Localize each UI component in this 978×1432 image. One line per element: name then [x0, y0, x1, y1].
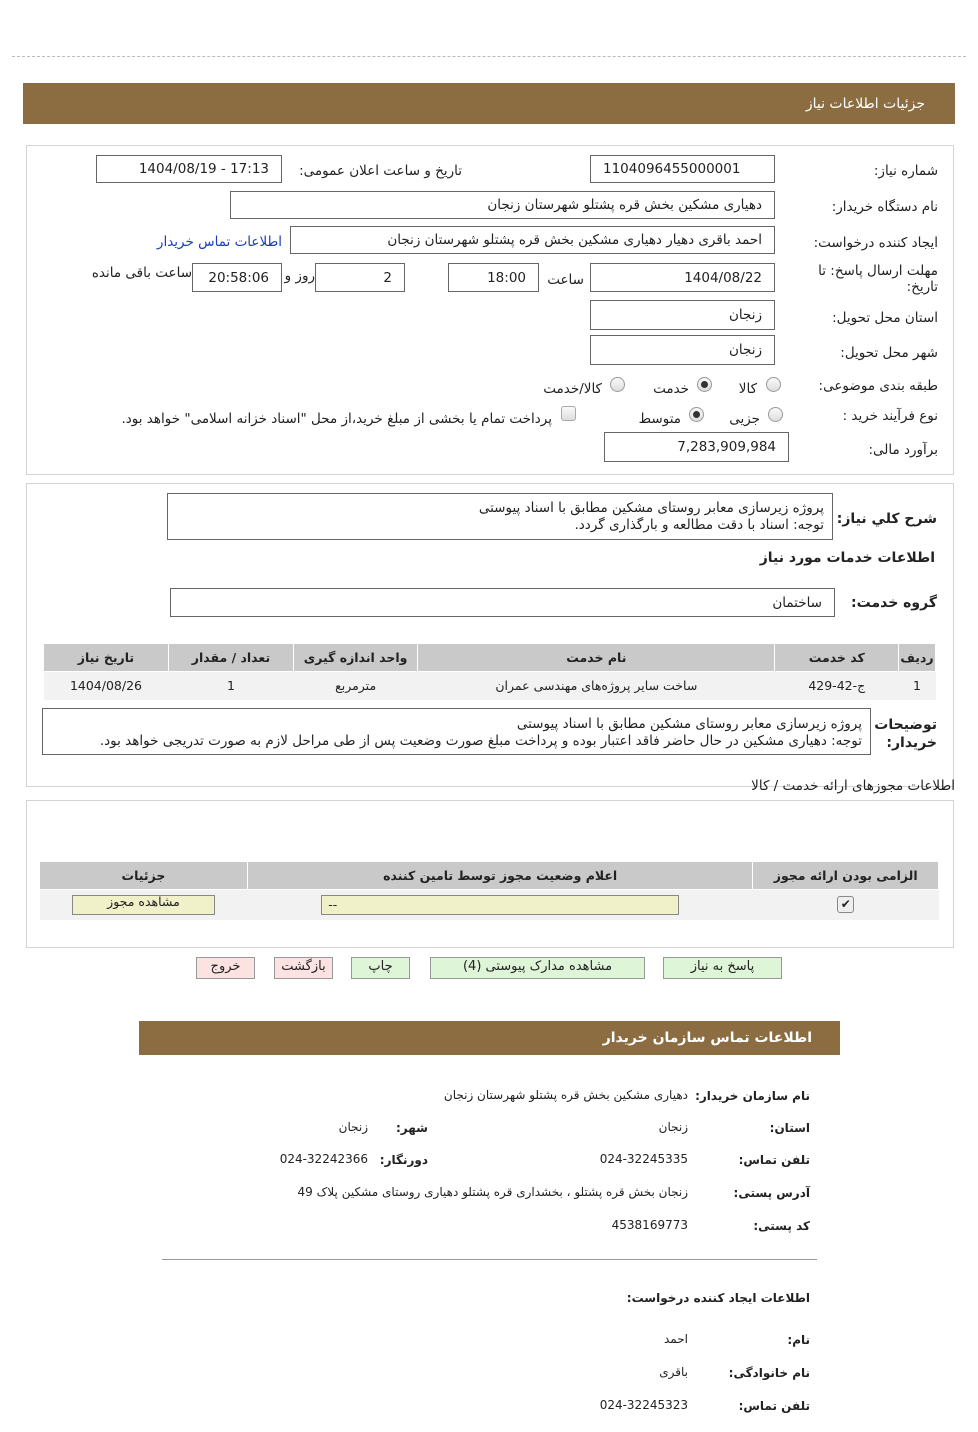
view-attachments-button[interactable]: مشاهده مدارک پیوستی (4)	[430, 957, 645, 979]
row-number: 1	[899, 672, 936, 700]
contact-header	[139, 1021, 840, 1055]
buyer-contact-link[interactable]: اطلاعات تماس خریدار	[156, 234, 282, 250]
category-goods-label: کالا	[738, 381, 757, 397]
permit-status-field: --	[321, 895, 679, 915]
org-label: نام سازمان خریدار:	[695, 1089, 810, 1103]
process-medium-label: متوسط	[638, 411, 681, 427]
back-button[interactable]: بازگشت	[274, 957, 333, 979]
table-row	[40, 890, 939, 920]
col-permit-required: الزامی بودن ارائه مجوز	[753, 862, 939, 890]
buyer-notes-label-line2: خریدار:	[886, 735, 937, 751]
buyer-notes-line2: توجه: دهیاری مشکین در حال حاضر فاقد اعتبار بوده و پرداخت مبلغ صورت وضعیت پس از طی مراحل لازم به صورت تدریجی خواهد بود.	[99, 733, 862, 749]
need-number-field: 1104096455000001	[590, 155, 775, 183]
services-table	[43, 643, 936, 700]
deadline-date-field: 1404/08/22	[590, 263, 775, 292]
contact-fax-label: دورنگار:	[379, 1153, 428, 1167]
announce-label: تاریخ و ساعت اعلان عمومی:	[299, 163, 462, 179]
process-radio-minor[interactable]	[768, 407, 783, 422]
buyer-field: دهیاری مشکین بخش قره پشتلو شهرستان زنجان	[230, 191, 775, 219]
treasury-checkbox[interactable]	[561, 406, 576, 421]
payment-note: پرداخت تمام یا بخشی از مبلغ خرید،از محل "اسناد خزانه اسلامی" خواهد بود.	[121, 411, 552, 427]
creator-section-title: اطلاعات ایجاد کننده درخواست:	[626, 1291, 810, 1305]
row-date: 1404/08/26	[44, 672, 169, 700]
service-group-label: گروه خدمت:	[851, 595, 937, 611]
contact-province-label: استان:	[769, 1121, 810, 1135]
buyer-notes-label-line1: توضیحات	[874, 717, 937, 733]
creator-family-label: نام خانوادگی:	[728, 1366, 810, 1380]
postal-code-value: 4538169773	[611, 1218, 688, 1232]
remaining-label: ساعت باقی مانده	[91, 265, 192, 281]
row-unit: مترمربع	[294, 672, 418, 700]
page-header	[23, 83, 955, 124]
col-unit: واحد اندازه گیری	[294, 644, 418, 672]
estimate-label: برآورد مالی:	[868, 442, 938, 458]
creator-phone-label: تلفن تماس:	[738, 1399, 810, 1413]
col-date: تاریخ نیاز	[44, 644, 169, 672]
top-divider	[12, 56, 966, 57]
print-button[interactable]: چاپ	[351, 957, 410, 979]
creator-label: ایجاد کننده درخواست:	[813, 235, 938, 251]
province-field: زنجان	[590, 300, 775, 330]
permit-required-checkbox: ✔	[837, 896, 854, 913]
row-code: ج-42-429	[775, 672, 899, 700]
services-section-title: اطلاعات خدمات مورد نیاز	[759, 550, 935, 566]
creator-phone-value: 024-32245323	[599, 1398, 688, 1412]
contact-title: اطلاعات تماس سازمان خریدار	[602, 1030, 812, 1046]
days-field: 2	[315, 263, 405, 292]
permit-details-cell	[40, 890, 248, 920]
announce-field: 1404/08/19 - 17:13	[96, 155, 282, 183]
services-table-header	[44, 644, 936, 672]
permits-table	[39, 861, 939, 920]
permits-title: اطلاعات مجوزهای ارائه خدمت / کالا	[751, 778, 955, 794]
col-name: نام خدمت	[418, 644, 775, 672]
days-label: روز و	[284, 268, 315, 284]
contact-phone-label: تلفن تماس:	[738, 1153, 810, 1167]
reply-button[interactable]: پاسخ به نیاز	[663, 957, 782, 979]
permits-table-header	[40, 862, 939, 890]
city-label: شهر محل تحویل:	[840, 345, 938, 361]
creator-field: احمد باقری دهیار دهیاری مشکین بخش قره پشتلو شهرستان زنجان	[290, 226, 775, 254]
category-label: طبقه بندی موضوعی:	[818, 378, 938, 394]
city-field: زنجان	[590, 335, 775, 365]
category-service-label: خدمت	[653, 381, 689, 397]
estimate-field: 7,283,909,984	[604, 432, 789, 462]
address-value: زنجان بخش قره پشتلو ، بخشداری قره پشتلو دهیاری روستای مشکین پلاک 49	[297, 1185, 688, 1199]
buyer-notes-label	[874, 716, 937, 752]
description-line1: پروژه زیرسازی معابر روستای مشکین مطابق با اسناد پیوستی	[478, 500, 824, 516]
col-permit-status: اعلام وضعیت مجوز توسط تامین کننده	[247, 862, 753, 890]
deadline-time-label: ساعت	[547, 272, 584, 288]
creator-family-value: باقری	[659, 1365, 688, 1379]
postal-code-label: کد پستی:	[753, 1219, 810, 1233]
contact-phone-value: 024-32245335	[599, 1152, 688, 1166]
row-name: ساخت سایر پروژه‌های مهندسی عمران	[418, 672, 775, 700]
creator-name-value: احمد	[664, 1332, 688, 1346]
contact-city-value: زنجان	[338, 1120, 368, 1134]
row-qty: 1	[168, 672, 293, 700]
contact-fax-value: 024-32242366	[279, 1152, 368, 1166]
buyer-label: نام دستگاه خریدار:	[831, 199, 938, 215]
view-permit-button[interactable]: مشاهده مجوز	[72, 895, 215, 915]
col-permit-details: جزئیات	[40, 862, 248, 890]
service-group-field: ساختمان	[170, 588, 835, 617]
deadline-time-field: 18:00	[448, 263, 539, 292]
category-radio-goods-service[interactable]	[610, 377, 625, 392]
org-value: دهیاری مشکین بخش قره پشتلو شهرستان زنجان	[443, 1088, 688, 1102]
contact-city-label: شهر:	[396, 1121, 428, 1135]
category-radio-goods[interactable]	[766, 377, 781, 392]
process-minor-label: جزیی	[729, 411, 760, 427]
description-line2: توجه: اسناد با دقت مطالعه و بارگذاری گردد.	[574, 517, 824, 533]
address-label: آدرس پستی:	[733, 1186, 810, 1200]
description-box	[167, 493, 833, 540]
contact-province-value: زنجان	[658, 1120, 688, 1134]
process-label: نوع فرآیند خرید :	[842, 408, 938, 424]
province-label: استان محل تحویل:	[832, 310, 938, 326]
description-label: شرح کلي نياز:	[836, 511, 937, 527]
buyer-notes-line1: پروژه زیرسازی معابر روستای مشکین مطابق با اسناد پیوستی	[516, 716, 862, 732]
category-goods-service-label: کالا/خدمت	[543, 381, 602, 397]
deadline-label: مهلت ارسال پاسخ: تا تاریخ:	[818, 263, 938, 295]
table-row	[44, 672, 936, 700]
buyer-notes-box	[42, 708, 871, 755]
page-title: جزئیات اطلاعات نیاز	[805, 95, 925, 112]
exit-button[interactable]: خروج	[196, 957, 255, 979]
col-qty: تعداد / مقدار	[168, 644, 293, 672]
col-code: کد خدمت	[775, 644, 899, 672]
col-row: ردیف	[899, 644, 936, 672]
remaining-time-field: 20:58:06	[192, 263, 282, 292]
permit-status-cell	[247, 890, 753, 920]
permit-required-cell	[753, 890, 939, 920]
creator-name-label: نام:	[787, 1333, 810, 1347]
process-radio-medium[interactable]	[689, 407, 704, 422]
contact-divider	[162, 1259, 817, 1260]
category-radio-service[interactable]	[697, 377, 712, 392]
need-number-label: شماره نیاز:	[873, 163, 938, 179]
